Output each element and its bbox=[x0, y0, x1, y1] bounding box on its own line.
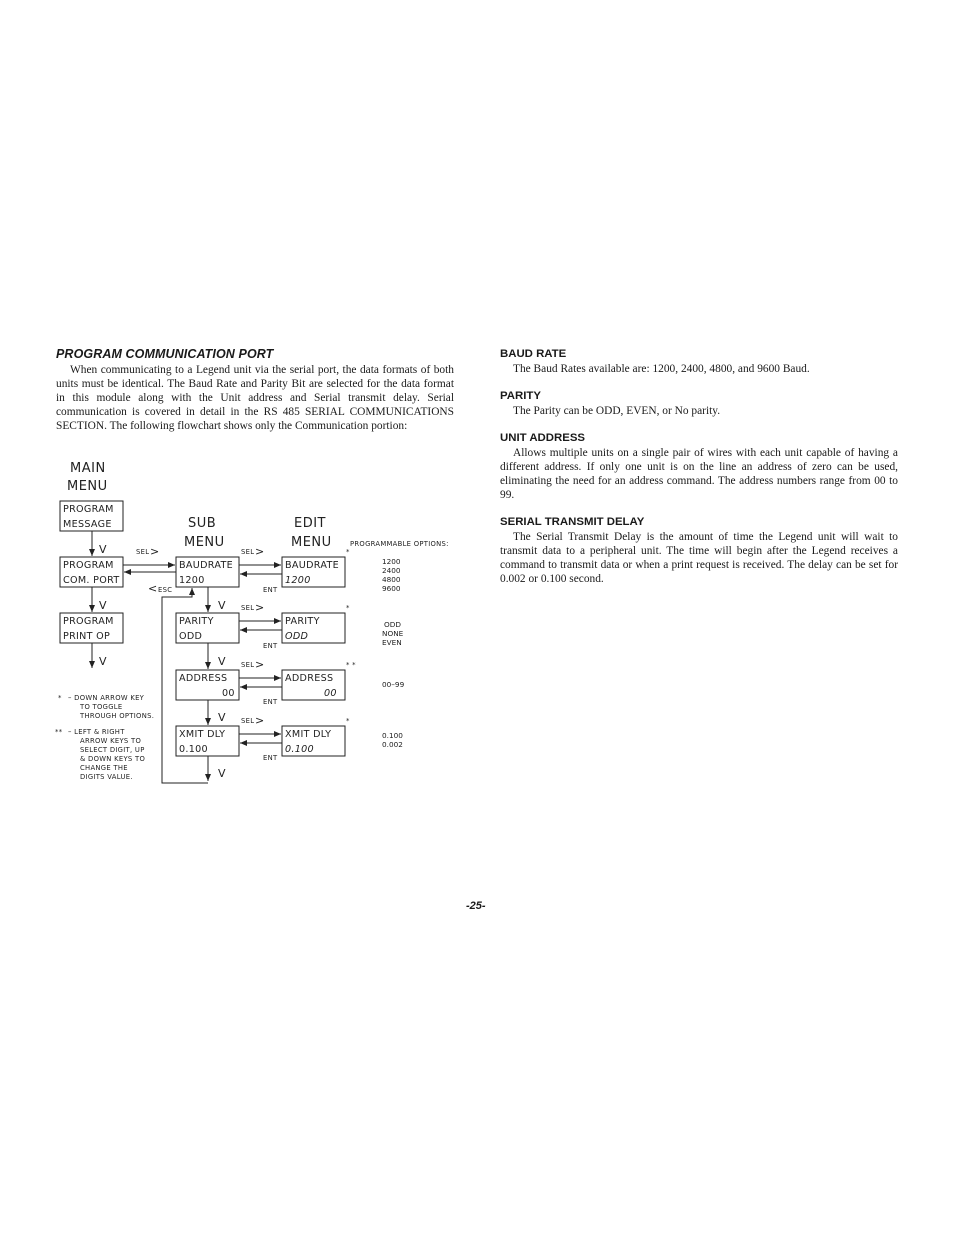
svg-text:PROGRAM: PROGRAM bbox=[63, 560, 114, 571]
note2-line-3: SELECT DIGIT, UP bbox=[80, 746, 145, 754]
sel-glyph-main: > bbox=[150, 545, 160, 558]
edit-menu-title-1: EDIT bbox=[294, 516, 326, 531]
opt-baud-2: 2400 bbox=[382, 566, 401, 575]
note1-line-2: TO TOGGLE bbox=[80, 703, 123, 711]
opt-parity-1: ODD bbox=[384, 620, 401, 629]
svg-text:ODD: ODD bbox=[285, 631, 309, 642]
svg-text:00: 00 bbox=[324, 688, 337, 699]
page-number: -25- bbox=[466, 900, 486, 912]
svg-text:BAUDRATE: BAUDRATE bbox=[179, 560, 233, 571]
note1-mark: * bbox=[58, 694, 62, 702]
parity-heading: PARITY bbox=[500, 390, 541, 402]
sel-label-2: SEL bbox=[241, 604, 255, 612]
star-parity: * bbox=[346, 604, 350, 612]
baud-rate-heading: BAUD RATE bbox=[500, 348, 567, 360]
edit-box-baudrate bbox=[282, 557, 345, 587]
note2-line-5: CHANGE THE bbox=[80, 764, 128, 772]
opt-delay-2: 0.002 bbox=[382, 740, 403, 749]
double-star-address: * * bbox=[346, 661, 356, 669]
esc-label: ESC bbox=[158, 586, 173, 594]
sel-glyph-2: > bbox=[255, 601, 265, 614]
svg-text:PROGRAM: PROGRAM bbox=[63, 504, 114, 515]
svg-text:BAUDRATE: BAUDRATE bbox=[285, 560, 339, 571]
baud-rate-text: The Baud Rates available are: 1200, 2400, 4800, and 9600 Baud. bbox=[513, 363, 810, 375]
sel-glyph-1: > bbox=[255, 545, 265, 558]
sel-glyph-3: > bbox=[255, 658, 265, 671]
svg-text:PARITY: PARITY bbox=[285, 616, 320, 627]
star-delay: * bbox=[346, 717, 350, 725]
intro-text: When communicating to a Legend unit via the serial port, the data formats of both units must be identical. The Baud Rate and Parity Bit are selected for the data format in this module along with the Unit address and Serial transmit delay. Serial communication is covered in detail in the RS 485 SERIAL COMMUNICATIONS SECTION. The following flowchart shows only the Communication portion: bbox=[56, 364, 454, 432]
svg-text:ADDRESS: ADDRESS bbox=[285, 673, 334, 684]
svg-text:PARITY: PARITY bbox=[179, 616, 214, 627]
opt-parity-2: NONE bbox=[382, 629, 404, 638]
sel-label-4: SEL bbox=[241, 717, 255, 725]
svg-text:0.100: 0.100 bbox=[179, 744, 208, 755]
down-glyph-1: V bbox=[99, 543, 107, 556]
opt-baud-3: 4800 bbox=[382, 575, 401, 584]
edit-box-xmit-dly bbox=[282, 726, 345, 756]
note2-mark: ** bbox=[55, 728, 63, 736]
sel-label-1: SEL bbox=[241, 548, 255, 556]
main-box-program-message bbox=[60, 501, 123, 531]
unit-address-heading: UNIT ADDRESS bbox=[500, 432, 586, 444]
sub-down-glyph-4: V bbox=[218, 767, 226, 780]
parity-text: The Parity can be ODD, EVEN, or No parity. bbox=[513, 405, 721, 417]
opt-address: 00–99 bbox=[382, 680, 405, 689]
svg-text:1200: 1200 bbox=[179, 575, 205, 586]
sub-box-baudrate bbox=[176, 557, 239, 587]
sel-label-3: SEL bbox=[241, 661, 255, 669]
down-glyph-2: V bbox=[99, 599, 107, 612]
sel-glyph-4: > bbox=[255, 714, 265, 727]
edit-box-parity bbox=[282, 613, 345, 643]
star-baud: * bbox=[346, 548, 350, 556]
opt-parity-3: EVEN bbox=[382, 638, 402, 647]
edit-box-address bbox=[282, 670, 345, 700]
unit-address-text: Allows multiple units on a single pair of wires with each unit capable of having a different address. If only one unit is on the line an address of zero can be used, eliminating the need for an address command. The address numbers range from 00 to 99. bbox=[500, 447, 898, 501]
sub-menu-title-2: MENU bbox=[184, 535, 225, 550]
svg-text:XMIT DLY: XMIT DLY bbox=[285, 729, 332, 740]
main-box-program-com-port bbox=[60, 557, 123, 587]
main-menu-title-1: MAIN bbox=[70, 461, 106, 476]
opt-delay-1: 0.100 bbox=[382, 731, 403, 740]
svg-text:PRINT OP: PRINT OP bbox=[63, 631, 111, 642]
note2-line-4: & DOWN KEYS TO bbox=[80, 755, 146, 763]
sel-label-main: SEL bbox=[136, 548, 150, 556]
section-heading: PROGRAM COMMUNICATION PORT bbox=[56, 347, 274, 361]
sub-menu-title-1: SUB bbox=[188, 516, 217, 531]
main-box-program-print-op bbox=[60, 613, 123, 643]
svg-text:MESSAGE: MESSAGE bbox=[63, 519, 112, 530]
sub-box-parity bbox=[176, 613, 239, 643]
esc-glyph: < bbox=[148, 582, 158, 595]
ent-label-4: ENT bbox=[263, 754, 278, 762]
svg-text:ADDRESS: ADDRESS bbox=[179, 673, 228, 684]
svg-text:ODD: ODD bbox=[179, 631, 203, 642]
ent-label-1: ENT bbox=[263, 586, 278, 594]
note2-line-6: DIGITS VALUE. bbox=[80, 773, 133, 781]
opt-baud-1: 1200 bbox=[382, 557, 401, 566]
serial-delay-text: The Serial Transmit Delay is the amount of time the Legend unit will wait to transmit data to a peripheral unit. The time will begin after the Legend receives a command to transmit data or when a print request is received. The delay can be set for 0.002 or 0.100 second. bbox=[500, 531, 898, 585]
note2-line-2: ARROW KEYS TO bbox=[80, 737, 142, 745]
note1-line-3: THROUGH OPTIONS. bbox=[80, 712, 155, 720]
serial-delay-heading: SERIAL TRANSMIT DELAY bbox=[500, 516, 645, 528]
sub-down-glyph-2: V bbox=[218, 655, 226, 668]
sub-down-glyph-3: V bbox=[218, 711, 226, 724]
svg-text:COM. PORT: COM. PORT bbox=[63, 575, 120, 586]
svg-text:0.100: 0.100 bbox=[285, 744, 314, 755]
note2-line-1: – LEFT & RIGHT bbox=[68, 728, 125, 736]
sub-box-address bbox=[176, 670, 239, 700]
note1-line-1: – DOWN ARROW KEY bbox=[68, 694, 145, 702]
edit-menu-title-2: MENU bbox=[291, 535, 332, 550]
svg-text:1200: 1200 bbox=[285, 575, 311, 586]
svg-text:PROGRAM: PROGRAM bbox=[63, 616, 114, 627]
ent-label-3: ENT bbox=[263, 698, 278, 706]
sub-box-xmit-dly bbox=[176, 726, 239, 756]
svg-text:00: 00 bbox=[222, 688, 235, 699]
sub-down-glyph-1: V bbox=[218, 599, 226, 612]
ent-label-2: ENT bbox=[263, 642, 278, 650]
opt-baud-4: 9600 bbox=[382, 584, 401, 593]
main-menu-title-2: MENU bbox=[67, 479, 108, 494]
programmable-options-label: PROGRAMMABLE OPTIONS: bbox=[350, 540, 449, 548]
down-glyph-3: V bbox=[99, 655, 107, 668]
svg-text:XMIT DLY: XMIT DLY bbox=[179, 729, 226, 740]
